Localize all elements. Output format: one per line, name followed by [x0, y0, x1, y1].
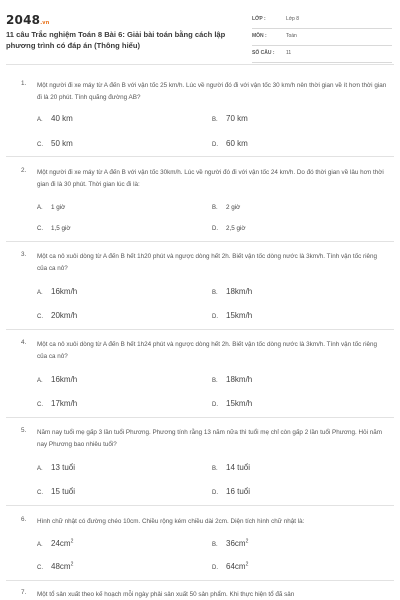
meta-count-value: 11 [286, 50, 292, 56]
option-text: 50 km [51, 139, 73, 148]
option-text: 18km/h [226, 375, 253, 384]
option-text: 36cm [226, 539, 246, 548]
option-d[interactable] [212, 225, 246, 232]
option-text: 40 km [51, 114, 73, 123]
option-text: 48cm [51, 562, 71, 571]
option-letter: C. [37, 142, 43, 148]
question-divider [6, 241, 394, 242]
option-letter: C. [37, 314, 43, 320]
meta-row-class [252, 12, 392, 29]
option-exponent: 2 [70, 561, 74, 568]
question-divider [6, 156, 394, 157]
option-text: 15 tuổi [51, 487, 76, 496]
option-exponent: 2 [245, 538, 249, 545]
question-text: Một tổ sản xuất theo kế hoạch mỗi ngày phải sản xuất 50 sản phẩm. Khi thực hiện tổ đã sản [37, 591, 295, 598]
option-d[interactable] [212, 487, 250, 496]
question-number: 4. [21, 339, 27, 346]
option-a[interactable] [37, 287, 77, 296]
option-text: 13 tuổi [51, 463, 76, 472]
option-a[interactable] [37, 463, 75, 472]
meta-count-key: SỐ CÂU : [252, 50, 275, 56]
question-text: Năm nay tuổi mẹ gấp 3 lần tuổi Phương. Phương tính rằng 13 năm nữa thì tuổi mẹ chỉ còn gấp 2 lần tuổi Phương. Hỏi năm nay Phương bao nhiêu tuổi? [37, 429, 382, 448]
option-c[interactable] [37, 399, 77, 408]
meta-row-subject [252, 29, 392, 46]
option-letter: B. [212, 378, 218, 384]
option-text: 15km/h [226, 399, 253, 408]
option-c[interactable] [37, 562, 73, 571]
meta-class-value: Lớp 8 [286, 16, 300, 22]
option-letter: A. [37, 466, 43, 472]
option-c[interactable] [37, 487, 75, 496]
option-d[interactable] [212, 562, 248, 571]
option-letter: D. [212, 142, 218, 148]
question-divider [6, 329, 394, 330]
option-letter: B. [212, 205, 218, 211]
document-header [0, 0, 400, 62]
option-c[interactable] [37, 225, 71, 232]
question-text: Một ca nô xuôi dòng từ A đến B hết 1h24 phút và ngược dòng hết 2h. Biết vận tốc dòng nước là 3km/h. Tính vận tốc riêng của ca nô? [37, 341, 378, 360]
option-b[interactable] [212, 204, 240, 211]
question-number: 7. [21, 589, 27, 596]
option-letter: A. [37, 290, 43, 296]
option-letter: B. [212, 542, 218, 548]
meta-subject-value: Toán [286, 33, 297, 39]
option-text: 15km/h [226, 311, 253, 320]
option-letter: A. [37, 205, 43, 211]
option-d[interactable] [212, 311, 252, 320]
option-letter: B. [212, 466, 218, 472]
meta-row-count [252, 46, 392, 63]
option-b[interactable] [212, 287, 252, 296]
option-letter: C. [37, 565, 43, 571]
option-a[interactable] [37, 114, 73, 123]
option-text: 70 km [226, 114, 248, 123]
question-text: Một người đi xe máy từ A đến B với vận tốc 25 km/h. Lúc về người đó đi với vận tốc 30 km/h nên thời gian về ít hơn thời gian đi là 20 phút. Tính quãng đường AB? [37, 82, 387, 101]
option-a[interactable] [37, 539, 73, 548]
option-b[interactable] [212, 539, 248, 548]
question-number: 1. [21, 80, 27, 87]
option-c[interactable] [37, 139, 73, 148]
option-c[interactable] [37, 311, 77, 320]
option-text: 2 giờ [226, 204, 241, 211]
option-text: 60 km [226, 139, 248, 148]
logo-tld: .vn [40, 20, 50, 26]
site-logo[interactable] [6, 13, 50, 27]
option-letter: A. [37, 378, 43, 384]
question-divider [6, 505, 394, 506]
header-divider [6, 64, 394, 65]
option-text: 64cm [226, 562, 246, 571]
question-divider [6, 580, 394, 581]
option-letter: D. [212, 490, 218, 496]
option-letter: A. [37, 542, 43, 548]
option-text: 2,5 giờ [226, 225, 246, 232]
option-a[interactable] [37, 375, 77, 384]
option-d[interactable] [212, 139, 248, 148]
meta-subject-key: MÔN : [252, 33, 267, 39]
option-letter: D. [212, 565, 218, 571]
document-title: 11 câu Trắc nghiệm Toán 8 Bài 6: Giải bài toán bằng cách lập phương trình có đáp án (Thông hiểu) [6, 30, 226, 50]
option-text: 14 tuổi [226, 463, 251, 472]
option-text: 16 tuổi [226, 487, 251, 496]
option-letter: C. [37, 490, 43, 496]
option-letter: D. [212, 226, 218, 232]
question-number: 6. [21, 516, 27, 523]
option-text: 20km/h [51, 311, 78, 320]
option-text: 1,5 giờ [51, 225, 71, 232]
option-text: 1 giờ [51, 204, 66, 211]
question-number: 2. [21, 167, 27, 174]
option-letter: D. [212, 402, 218, 408]
question-text: Hình chữ nhật có đường chéo 10cm. Chiều rộng kém chiều dài 2cm. Diện tích hình chữ nhật là: [37, 518, 305, 525]
question-text: Một người đi xe máy từ A đến B với vận tốc 30km/h. Lúc về người đó đi với vận tốc 24 km/h. Do đó thời gian về lâu hơn thời gian đi là 30 phút. Thời gian lúc đi là: [37, 169, 384, 188]
question-text: Một ca nô xuôi dòng từ A đến B hết 1h20 phút và ngược dòng hết 2h. Biết vận tốc dòng nước là 3km/h. Tính vận tốc riêng của ca nô? [37, 253, 378, 272]
option-d[interactable] [212, 399, 252, 408]
option-letter: D. [212, 314, 218, 320]
option-letter: B. [212, 117, 218, 123]
option-letter: C. [37, 226, 43, 232]
option-text: 24cm [51, 539, 71, 548]
question-number: 5. [21, 427, 27, 434]
question-divider [6, 417, 394, 418]
option-text: 17km/h [51, 399, 78, 408]
question-number: 3. [21, 251, 27, 258]
option-letter: B. [212, 290, 218, 296]
option-letter: C. [37, 402, 43, 408]
option-b[interactable] [212, 375, 252, 384]
option-text: 18km/h [226, 287, 253, 296]
option-text: 16km/h [51, 375, 78, 384]
meta-class-key: LỚP : [252, 16, 266, 22]
option-text: 16km/h [51, 287, 78, 296]
option-letter: A. [37, 117, 43, 123]
option-exponent: 2 [70, 538, 74, 545]
meta-info-box [252, 12, 392, 63]
logo-brand: 2048 [6, 13, 41, 27]
option-exponent: 2 [245, 561, 249, 568]
option-a[interactable] [37, 204, 65, 211]
option-b[interactable] [212, 463, 250, 472]
option-b[interactable] [212, 114, 248, 123]
